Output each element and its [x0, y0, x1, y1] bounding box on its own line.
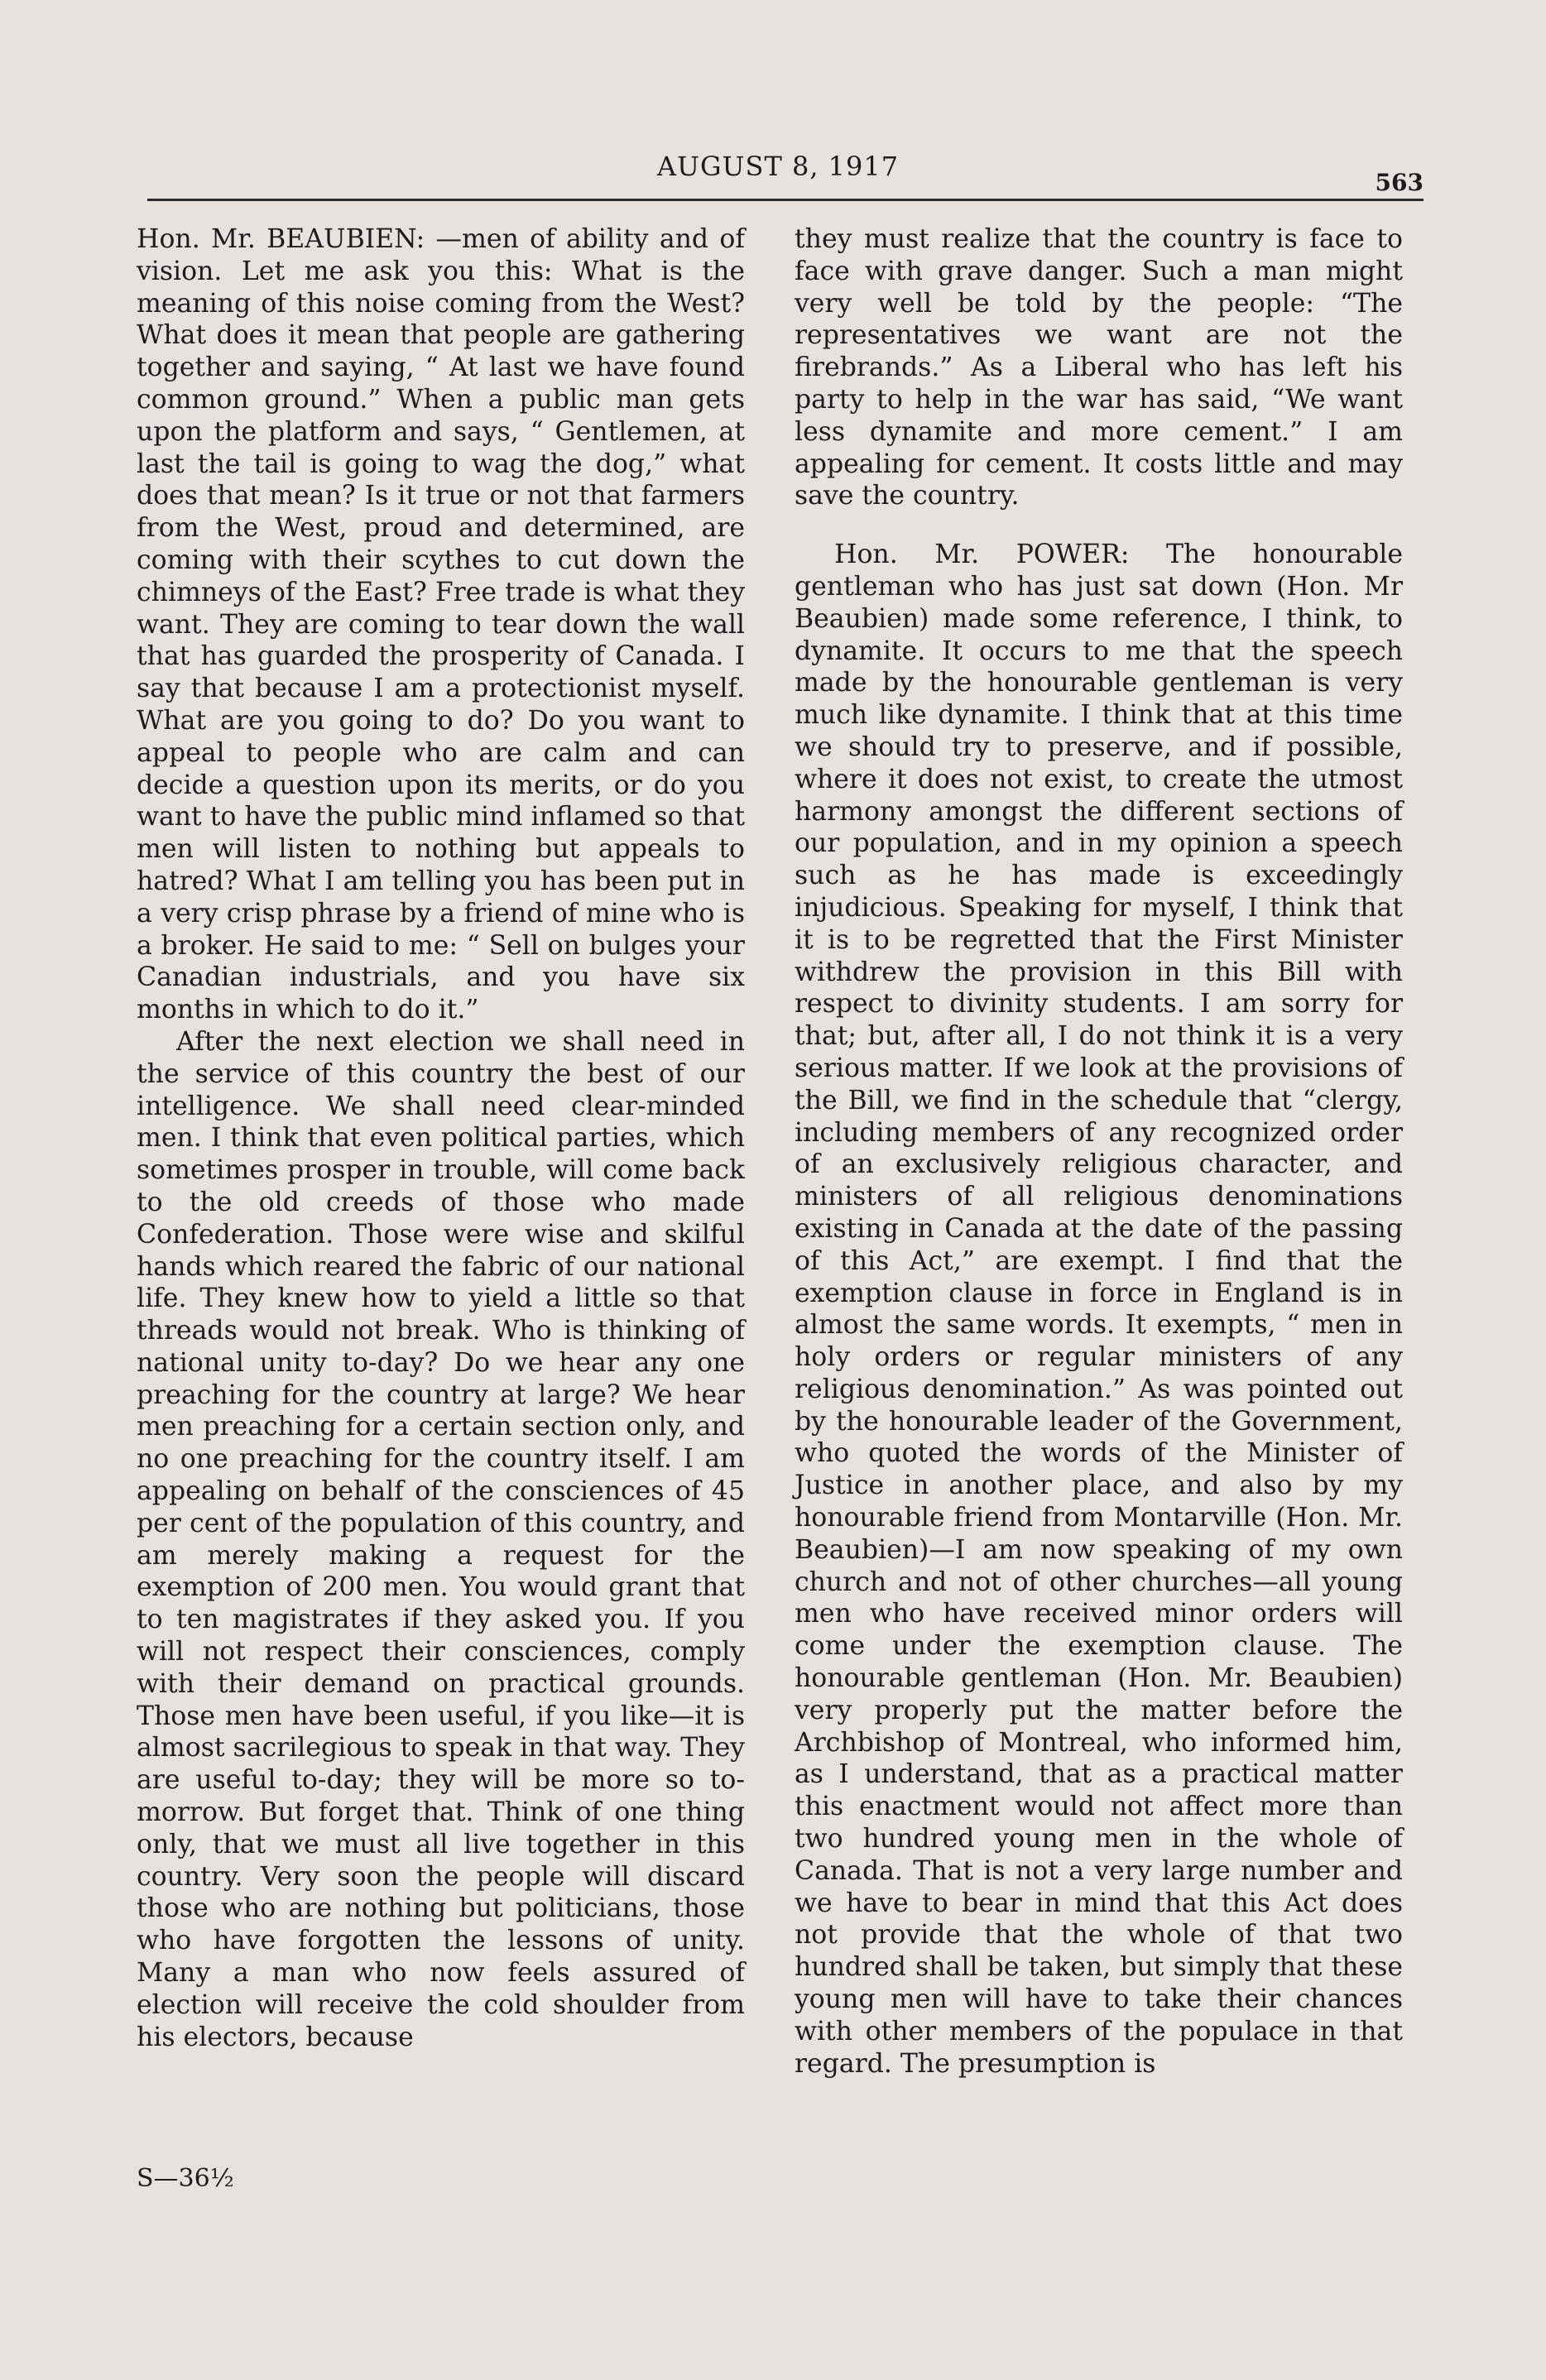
page-date: AUGUST 8, 1917 — [656, 151, 900, 182]
signature-mark: S—36½ — [137, 2164, 234, 2193]
paragraph: After the next election we shall need in the service of this country the best of our intelligence. We shall need clear-minded men. I think that even political parties, which sometimes prosper in trouble, will come back to the old creeds of those who made Confederation. Those were wise and skilful hands which reared the fabric of our national life. They knew how to yield a little so that threads would not break. Who is thinking of national unity to-day? Do we hear any one preaching for the country at large? We hear men preaching for a certain section only, and no one preaching for the country itself. I am appealing on behalf of the consciences of 45 per cent of the population of this country, and am merely making a request for the exemption of 200 men. You would grant that to ten magistrates if they asked you. If you will not respect their consciences, comply with their demand on practical grounds. Those men have been useful, if you like—it is almost sacrilegious to speak in that way. They are useful to-day; they will be more so to-morrow. But forget that. Think of one thing only, that we must all live together in this country. Very soon the people will discard those who are nothing but politicians, those who have forgotten the lessons of unity. Many a man who now feels assured of election will receive the cold shoulder from his electors, because — [137, 1026, 746, 2052]
paragraph: Hon. Mr. POWER: The honourable gentleman who has just sat down (Hon. Mr Beaubien) made some reference, I think, to dynamite. It occurs to me that the speech made by the honourable gentleman is very much like dynamite. I think that at this time we should try to preserve, and if possible, where it does not exist, to create the utmost harmony amongst the different sections of our population, and in my opinion a speech such as he has made is exceedingly injudicious. Speaking for myself, I think that it is to be regretted that the First Minister withdrew the provision in this Bill with respect to divinity students. I am sorry for that; but, after all, I do not think it is a very serious matter. If we look at the provisions of the Bill, we find in the schedule that “clergy, including members of any recognized order of an exclusively religious character, and ministers of all religious denominations existing in Canada at the date of the passing of this Act,” are exempt. I find that the exemption clause in force in England is in almost the same words. It exempts, “ men in holy orders or regular ministers of any religious denomination.” As was pointed out by the honourable leader of the Government, who quoted the words of the Minister of Justice in another place, and also by my honourable friend from Montarville (Hon. Mr. Beaubien)—I am now speaking of my own church and not of other churches—all young men who have received minor orders will come under the exemption clause. The honourable gentleman (Hon. Mr. Beaubien) very properly put the matter before the Archbishop of Montreal, who informed him, as I understand, that as a practical matter this enactment would not affect more than two hundred young men in the whole of Canada. That is not a very large number and we have to bear in mind that this Act does not provide that the whole of that two hundred shall be taken, but simply that these young men will have to take their chances with other members of the populace in that regard. The presumption is — [795, 540, 1403, 2079]
paragraph: they must realize that the country is face to face with grave danger. Such a man might very well be told by the people: “The representatives we want are not the firebrands.” As a Liberal who has left his party to help in the war has said, “We want less dynamite and more cement.” I am appealing for cement. It costs little and may save the country. — [795, 224, 1403, 511]
page-header — [0, 151, 1546, 200]
paragraph: Hon. Mr. BEAUBIEN: —men of ability and of vision. Let me ask you this: What is the meaning of this noise coming from the West? What does it mean that people are gathering together and saying, “ At last we have found common ground.” When a public man gets upon the platform and says, “ Gentlemen, at last the tail is going to wag the dog,” what does that mean? Is it true or not that farmers from the West, proud and determined, are coming with their scythes to cut down the chimneys of the East? Free trade is what they want. They are coming to tear down the wall that has guarded the prosperity of Canada. I say that because I am a protectionist myself. What are you going to do? Do you want to appeal to people who are calm and can decide a question upon its merits, or do you want to have the public mind inflamed so that men will listen to nothing but appeals to hatred? What I am telling you has been put in a very crisp phrase by a friend of mine who is a broker. He said to me: “ Sell on bulges your Canadian industrials, and you have six months in which to do it.” — [137, 224, 745, 1025]
right-column — [795, 223, 1403, 2080]
header-rule — [147, 199, 1424, 201]
page-number: 563 — [1375, 169, 1424, 196]
left-column — [137, 223, 745, 2053]
